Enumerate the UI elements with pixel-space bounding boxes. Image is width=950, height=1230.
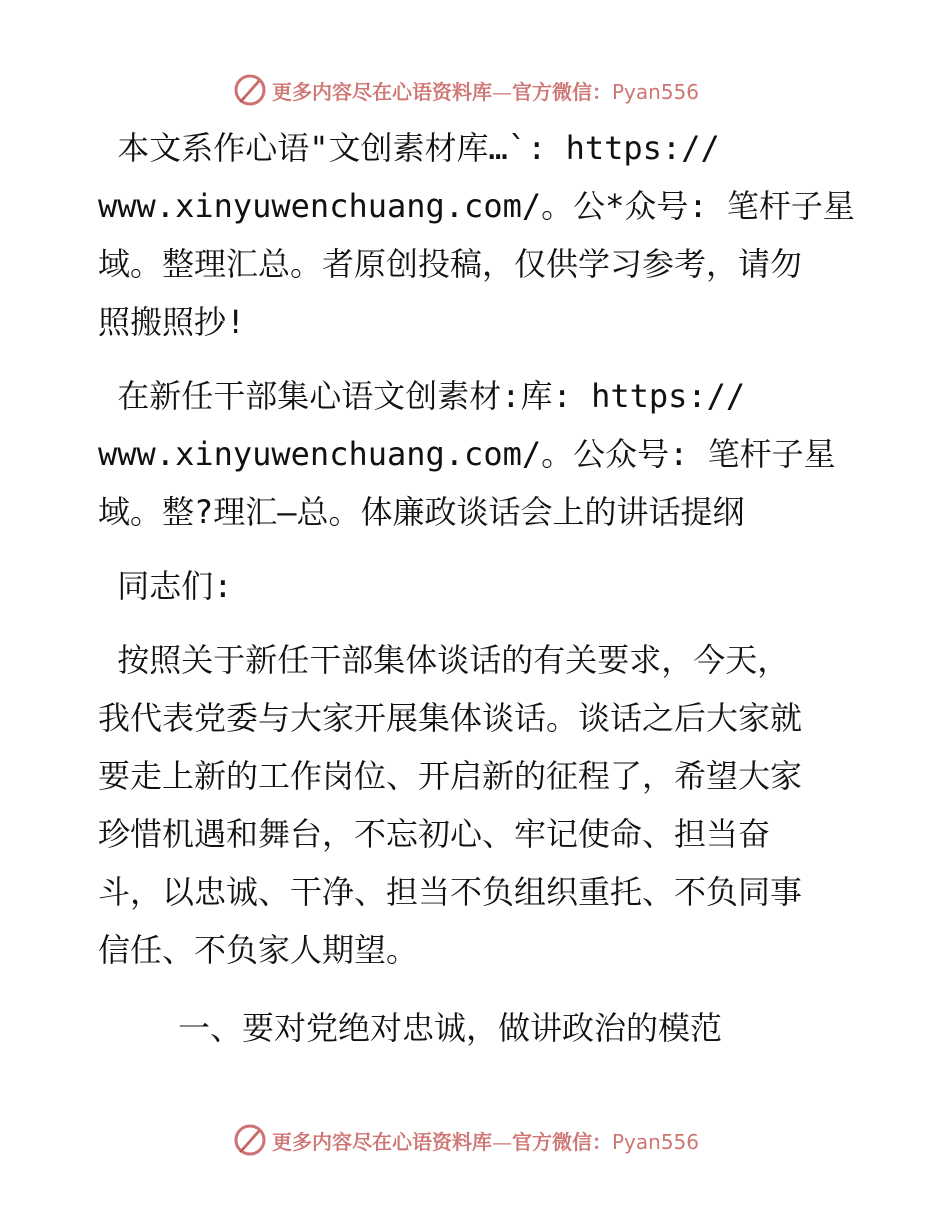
watermark-site-text: 更多内容尽在心语资料库 <box>272 79 492 104</box>
text-line: 珍惜机遇和舞台，不忘初心、牢记使命、担当奋 <box>98 815 771 853</box>
text-line: 我代表党委与大家开展集体谈话。谈话之后大家就 <box>98 699 803 737</box>
quill-logo-icon <box>232 1122 268 1158</box>
text-line: 域。整?理汇—总。体廉政谈话会上的讲话提纲 <box>98 493 745 531</box>
text-line: 本文系作心语"文创素材库…`: https:// <box>98 129 720 167</box>
watermark-wechat-id: Pyan556 <box>612 79 700 104</box>
watermark-separator: — <box>492 79 512 104</box>
footer-watermark <box>232 1122 699 1158</box>
watermark-official-label: 官方微信： <box>512 1129 612 1154</box>
text-line: 要走上新的工作岗位、开启新的征程了，希望大家 <box>98 757 803 795</box>
watermark-text <box>272 1126 699 1155</box>
watermark-separator: — <box>492 1129 512 1154</box>
watermark-site-text: 更多内容尽在心语资料库 <box>272 1129 492 1154</box>
text-line: 域。整理汇总。者原创投稿，仅供学习参考，请勿 <box>98 245 803 283</box>
section-heading: 一、要对党绝对忠诚，做讲政治的模范 <box>178 1009 723 1047</box>
text-line: 信任、不负家人期望。 <box>98 931 419 969</box>
watermark-wechat-id: Pyan556 <box>612 1129 700 1154</box>
salutation: 同志们: <box>98 567 233 605</box>
text-line: www.xinyuwenchuang.com/。公*众号: 笔杆子星 <box>98 187 855 225</box>
text-line: 在新任干部集心语文创素材:库: https:// <box>98 377 746 415</box>
text-line: www.xinyuwenchuang.com/。公众号: 笔杆子星 <box>98 435 836 473</box>
text-line: 斗，以忠诚、干净、担当不负组织重托、不负同事 <box>98 873 803 911</box>
text-line: 按照关于新任干部集体谈话的有关要求，今天， <box>98 641 790 679</box>
text-line: 照搬照抄! <box>98 303 246 341</box>
watermark-official-label: 官方微信： <box>512 79 612 104</box>
